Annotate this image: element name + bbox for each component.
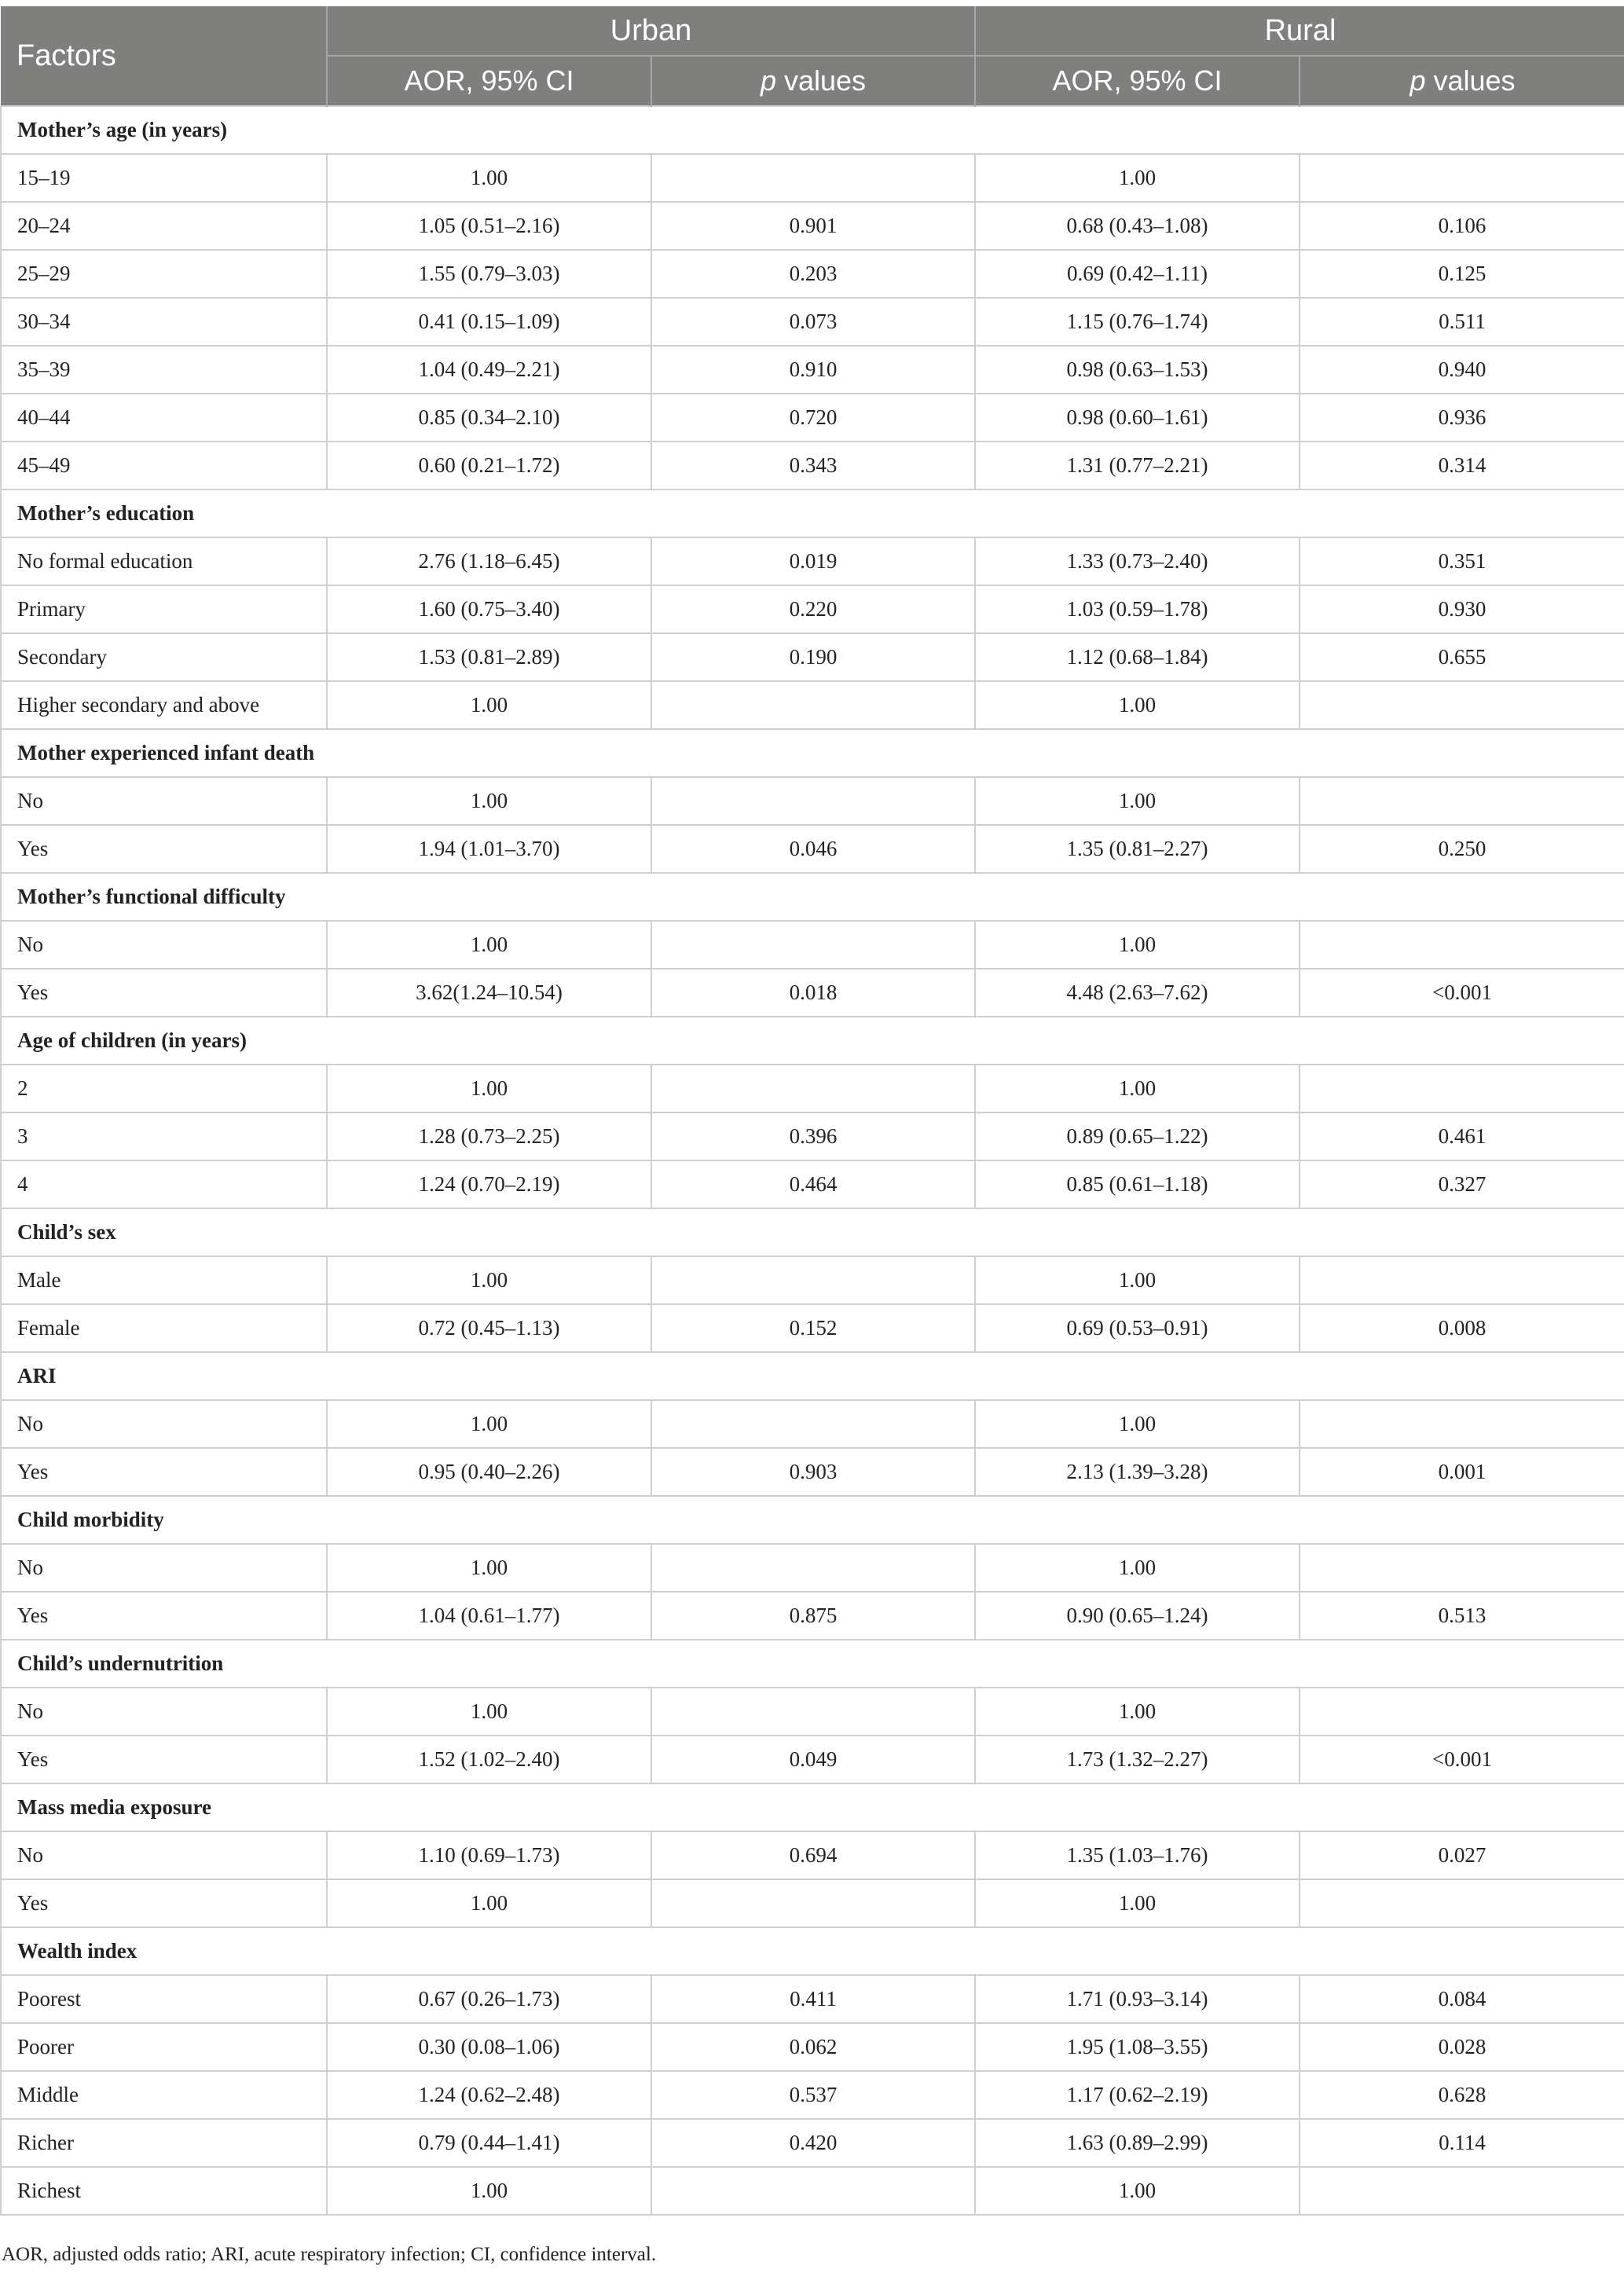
table-row: [1, 250, 1624, 298]
table-row: [1, 921, 1624, 969]
section-title: Child’s sex: [1, 1208, 1624, 1256]
section-header-row: [1, 1208, 1624, 1256]
section-header-row: [1, 1017, 1624, 1065]
section-header-row: [1, 1352, 1624, 1400]
rural-pvalue-cell: 0.114: [1300, 2119, 1624, 2167]
table-row: [1, 681, 1624, 729]
factor-label: Yes: [1, 1879, 327, 1927]
rural-aor-cell: 0.85 (0.61–1.18): [975, 1160, 1300, 1208]
rural-aor-cell: 2.13 (1.39–3.28): [975, 1448, 1300, 1496]
factor-label: 4: [1, 1160, 327, 1208]
rural-pvalue-header: p values: [1300, 56, 1624, 106]
rural-aor-cell: 0.69 (0.53–0.91): [975, 1304, 1300, 1352]
rural-aor-cell: 1.00: [975, 921, 1300, 969]
factor-label: No: [1, 921, 327, 969]
urban-pvalue-cell: 0.073: [651, 298, 975, 346]
table-footnote: AOR, adjusted odds ratio; ARI, acute respiratory infection; CI, confidence interval.: [2, 2244, 657, 2265]
rural-aor-cell: 1.35 (0.81–2.27): [975, 825, 1300, 873]
rural-aor-header: AOR, 95% CI: [975, 56, 1300, 106]
factor-label: Higher secondary and above: [1, 681, 327, 729]
table-row: [1, 1113, 1624, 1160]
table-row: [1, 1879, 1624, 1927]
rural-pvalue-cell: 0.655: [1300, 633, 1624, 681]
rural-pvalue-cell: [1300, 2167, 1624, 2215]
rural-pvalue-cell: 0.940: [1300, 346, 1624, 394]
table-row: [1, 2119, 1624, 2167]
urban-pvalue-cell: [651, 1879, 975, 1927]
urban-aor-cell: 1.28 (0.73–2.25): [327, 1113, 651, 1160]
urban-aor-cell: 1.00: [327, 777, 651, 825]
factor-label: No: [1, 777, 327, 825]
table-row: [1, 1831, 1624, 1879]
factor-label: Middle: [1, 2071, 327, 2119]
urban-pvalue-cell: [651, 1544, 975, 1592]
urban-aor-cell: 1.00: [327, 681, 651, 729]
urban-pvalue-cell: 0.901: [651, 202, 975, 250]
urban-pvalue-cell: 0.062: [651, 2023, 975, 2071]
section-header-row: [1, 1640, 1624, 1688]
table-row: [1, 2167, 1624, 2215]
table-row: [1, 777, 1624, 825]
urban-pvalue-cell: [651, 1688, 975, 1736]
table-row: [1, 825, 1624, 873]
table-row: [1, 154, 1624, 202]
table-row: [1, 2071, 1624, 2119]
table-row: [1, 202, 1624, 250]
factor-label: 30–34: [1, 298, 327, 346]
factor-label: 40–44: [1, 394, 327, 442]
table-row: [1, 1256, 1624, 1304]
urban-pvalue-cell: [651, 154, 975, 202]
section-title: Age of children (in years): [1, 1017, 1624, 1065]
rural-aor-cell: 1.95 (1.08–3.55): [975, 2023, 1300, 2071]
urban-aor-cell: 3.62(1.24–10.54): [327, 969, 651, 1017]
urban-aor-cell: 0.60 (0.21–1.72): [327, 442, 651, 489]
table-row: [1, 1160, 1624, 1208]
table-header: [1, 6, 1624, 106]
rural-pvalue-cell: 0.106: [1300, 202, 1624, 250]
urban-pvalue-cell: [651, 681, 975, 729]
factor-label: Female: [1, 1304, 327, 1352]
urban-aor-cell: 2.76 (1.18–6.45): [327, 537, 651, 585]
table-body: [1, 106, 1624, 2215]
rural-pvalue-cell: 0.028: [1300, 2023, 1624, 2071]
urban-pvalue-cell: 0.537: [651, 2071, 975, 2119]
factor-label: 20–24: [1, 202, 327, 250]
rural-pvalue-cell: [1300, 1544, 1624, 1592]
rural-aor-cell: 1.31 (0.77–2.21): [975, 442, 1300, 489]
urban-pvalue-cell: 0.343: [651, 442, 975, 489]
rural-aor-cell: 1.17 (0.62–2.19): [975, 2071, 1300, 2119]
urban-aor-cell: 0.85 (0.34–2.10): [327, 394, 651, 442]
rural-pvalue-cell: 0.327: [1300, 1160, 1624, 1208]
table-row: [1, 1975, 1624, 2023]
factor-label: Yes: [1, 825, 327, 873]
urban-pvalue-cell: 0.190: [651, 633, 975, 681]
factors-header: Factors: [1, 6, 327, 106]
factor-label: 15–19: [1, 154, 327, 202]
factor-label: Poorer: [1, 2023, 327, 2071]
section-header-row: [1, 1783, 1624, 1831]
rural-pvalue-cell: [1300, 777, 1624, 825]
rural-pvalue-cell: <0.001: [1300, 969, 1624, 1017]
rural-aor-cell: 1.00: [975, 1065, 1300, 1113]
urban-pvalue-header: p values: [651, 56, 975, 106]
urban-aor-cell: 1.00: [327, 921, 651, 969]
urban-aor-cell: 1.10 (0.69–1.73): [327, 1831, 651, 1879]
rural-pvalue-cell: 0.461: [1300, 1113, 1624, 1160]
section-header-row: [1, 1496, 1624, 1544]
rural-pvalue-cell: [1300, 1256, 1624, 1304]
table-row: [1, 442, 1624, 489]
urban-aor-cell: 1.00: [327, 1065, 651, 1113]
urban-pvalue-cell: 0.720: [651, 394, 975, 442]
factor-label: 3: [1, 1113, 327, 1160]
rural-pvalue-cell: [1300, 1400, 1624, 1448]
rural-aor-cell: 1.15 (0.76–1.74): [975, 298, 1300, 346]
urban-aor-cell: 1.05 (0.51–2.16): [327, 202, 651, 250]
rural-aor-cell: 1.12 (0.68–1.84): [975, 633, 1300, 681]
rural-aor-cell: 1.00: [975, 1256, 1300, 1304]
urban-pvalue-cell: 0.875: [651, 1592, 975, 1640]
table-row: [1, 585, 1624, 633]
urban-aor-cell: 1.60 (0.75–3.40): [327, 585, 651, 633]
rural-aor-cell: 1.71 (0.93–3.14): [975, 1975, 1300, 2023]
section-header-row: [1, 106, 1624, 154]
rural-aor-cell: 1.03 (0.59–1.78): [975, 585, 1300, 633]
urban-pvalue-cell: 0.018: [651, 969, 975, 1017]
table-row: [1, 2023, 1624, 2071]
rural-aor-cell: 0.89 (0.65–1.22): [975, 1113, 1300, 1160]
urban-pvalue-cell: 0.152: [651, 1304, 975, 1352]
urban-pvalue-cell: 0.396: [651, 1113, 975, 1160]
urban-pvalue-cell: [651, 1256, 975, 1304]
rural-pvalue-cell: <0.001: [1300, 1736, 1624, 1783]
factor-label: Yes: [1, 1448, 327, 1496]
urban-aor-cell: 1.04 (0.61–1.77): [327, 1592, 651, 1640]
table-row: [1, 1448, 1624, 1496]
section-header-row: [1, 489, 1624, 537]
urban-aor-cell: 1.52 (1.02–2.40): [327, 1736, 651, 1783]
factor-label: No: [1, 1400, 327, 1448]
rural-aor-cell: 0.98 (0.60–1.61): [975, 394, 1300, 442]
rural-aor-cell: 1.33 (0.73–2.40): [975, 537, 1300, 585]
rural-pvalue-cell: [1300, 681, 1624, 729]
factor-label: Secondary: [1, 633, 327, 681]
urban-pvalue-cell: 0.903: [651, 1448, 975, 1496]
factor-label: No formal education: [1, 537, 327, 585]
table-row: [1, 969, 1624, 1017]
rural-aor-cell: 1.73 (1.32–2.27): [975, 1736, 1300, 1783]
section-header-row: [1, 873, 1624, 921]
rural-group-header: Rural: [975, 6, 1624, 56]
section-title: ARI: [1, 1352, 1624, 1400]
rural-pvalue-cell: 0.351: [1300, 537, 1624, 585]
table-row: [1, 1544, 1624, 1592]
factor-label: 45–49: [1, 442, 327, 489]
urban-pvalue-cell: 0.420: [651, 2119, 975, 2167]
rural-aor-cell: 1.35 (1.03–1.76): [975, 1831, 1300, 1879]
urban-group-header: Urban: [327, 6, 975, 56]
rural-aor-cell: 0.69 (0.42–1.11): [975, 250, 1300, 298]
section-title: Child morbidity: [1, 1496, 1624, 1544]
factor-label: Richest: [1, 2167, 327, 2215]
section-title: Mother’s education: [1, 489, 1624, 537]
urban-pvalue-cell: [651, 777, 975, 825]
urban-aor-cell: 1.00: [327, 1879, 651, 1927]
urban-aor-cell: 1.04 (0.49–2.21): [327, 346, 651, 394]
rural-aor-cell: 1.00: [975, 1879, 1300, 1927]
table-row: [1, 1400, 1624, 1448]
urban-pvalue-cell: 0.910: [651, 346, 975, 394]
rural-pvalue-cell: 0.008: [1300, 1304, 1624, 1352]
rural-aor-cell: 1.63 (0.89–2.99): [975, 2119, 1300, 2167]
urban-aor-cell: 1.00: [327, 1688, 651, 1736]
urban-aor-cell: 1.00: [327, 1400, 651, 1448]
urban-aor-cell: 1.00: [327, 1544, 651, 1592]
results-table: [0, 6, 1624, 2216]
factor-label: No: [1, 1831, 327, 1879]
urban-aor-cell: 0.30 (0.08–1.06): [327, 2023, 651, 2071]
urban-aor-cell: 1.53 (0.81–2.89): [327, 633, 651, 681]
table-row: [1, 1736, 1624, 1783]
urban-pvalue-cell: 0.019: [651, 537, 975, 585]
rural-pvalue-cell: 0.930: [1300, 585, 1624, 633]
urban-aor-cell: 1.00: [327, 1256, 651, 1304]
urban-aor-cell: 0.41 (0.15–1.09): [327, 298, 651, 346]
rural-aor-cell: 1.00: [975, 681, 1300, 729]
section-title: Mother’s functional difficulty: [1, 873, 1624, 921]
urban-aor-cell: 1.55 (0.79–3.03): [327, 250, 651, 298]
rural-pvalue-cell: 0.314: [1300, 442, 1624, 489]
rural-pvalue-cell: 0.511: [1300, 298, 1624, 346]
factor-label: Yes: [1, 969, 327, 1017]
urban-pvalue-cell: [651, 1400, 975, 1448]
table-row: [1, 298, 1624, 346]
urban-pvalue-cell: 0.203: [651, 250, 975, 298]
rural-pvalue-cell: [1300, 154, 1624, 202]
rural-aor-cell: 1.00: [975, 777, 1300, 825]
table-row: [1, 394, 1624, 442]
rural-pvalue-cell: 0.628: [1300, 2071, 1624, 2119]
urban-aor-cell: 0.95 (0.40–2.26): [327, 1448, 651, 1496]
rural-aor-cell: 0.68 (0.43–1.08): [975, 202, 1300, 250]
rural-pvalue-cell: 0.027: [1300, 1831, 1624, 1879]
table-row: [1, 1065, 1624, 1113]
urban-pvalue-cell: [651, 921, 975, 969]
rural-aor-cell: 1.00: [975, 1400, 1300, 1448]
table-row: [1, 633, 1624, 681]
urban-pvalue-cell: 0.411: [651, 1975, 975, 2023]
rural-pvalue-cell: [1300, 1688, 1624, 1736]
urban-aor-cell: 1.00: [327, 2167, 651, 2215]
urban-aor-cell: 1.24 (0.62–2.48): [327, 2071, 651, 2119]
urban-pvalue-cell: 0.220: [651, 585, 975, 633]
rural-pvalue-cell: 0.250: [1300, 825, 1624, 873]
factor-label: No: [1, 1688, 327, 1736]
factor-label: Male: [1, 1256, 327, 1304]
rural-aor-cell: 1.00: [975, 2167, 1300, 2215]
rural-pvalue-cell: [1300, 1879, 1624, 1927]
urban-aor-header: AOR, 95% CI: [327, 56, 651, 106]
rural-pvalue-cell: 0.125: [1300, 250, 1624, 298]
factor-label: Richer: [1, 2119, 327, 2167]
factor-label: 2: [1, 1065, 327, 1113]
factor-label: 35–39: [1, 346, 327, 394]
section-header-row: [1, 729, 1624, 777]
section-title: Mother experienced infant death: [1, 729, 1624, 777]
factor-label: Yes: [1, 1592, 327, 1640]
table-row: [1, 1592, 1624, 1640]
urban-pvalue-cell: [651, 1065, 975, 1113]
section-title: Child’s undernutrition: [1, 1640, 1624, 1688]
factor-label: 25–29: [1, 250, 327, 298]
rural-pvalue-cell: 0.936: [1300, 394, 1624, 442]
section-title: Wealth index: [1, 1927, 1624, 1975]
table-row: [1, 537, 1624, 585]
section-title: Mass media exposure: [1, 1783, 1624, 1831]
section-header-row: [1, 1927, 1624, 1975]
urban-aor-cell: 0.79 (0.44–1.41): [327, 2119, 651, 2167]
urban-pvalue-cell: 0.049: [651, 1736, 975, 1783]
urban-aor-cell: 1.94 (1.01–3.70): [327, 825, 651, 873]
factor-label: Poorest: [1, 1975, 327, 2023]
factor-label: No: [1, 1544, 327, 1592]
urban-pvalue-cell: 0.464: [651, 1160, 975, 1208]
urban-aor-cell: 1.24 (0.70–2.19): [327, 1160, 651, 1208]
urban-pvalue-cell: [651, 2167, 975, 2215]
rural-aor-cell: 1.00: [975, 1688, 1300, 1736]
rural-aor-cell: 1.00: [975, 1544, 1300, 1592]
rural-pvalue-cell: [1300, 921, 1624, 969]
rural-aor-cell: 0.98 (0.63–1.53): [975, 346, 1300, 394]
rural-pvalue-cell: [1300, 1065, 1624, 1113]
rural-aor-cell: 4.48 (2.63–7.62): [975, 969, 1300, 1017]
urban-pvalue-cell: 0.694: [651, 1831, 975, 1879]
rural-aor-cell: 0.90 (0.65–1.24): [975, 1592, 1300, 1640]
factor-label: Primary: [1, 585, 327, 633]
rural-pvalue-cell: 0.001: [1300, 1448, 1624, 1496]
urban-pvalue-cell: 0.046: [651, 825, 975, 873]
rural-pvalue-cell: 0.084: [1300, 1975, 1624, 2023]
urban-aor-cell: 0.72 (0.45–1.13): [327, 1304, 651, 1352]
rural-aor-cell: 1.00: [975, 154, 1300, 202]
table-row: [1, 1304, 1624, 1352]
section-title: Mother’s age (in years): [1, 106, 1624, 154]
urban-aor-cell: 1.00: [327, 154, 651, 202]
table-row: [1, 346, 1624, 394]
factor-label: Yes: [1, 1736, 327, 1783]
urban-aor-cell: 0.67 (0.26–1.73): [327, 1975, 651, 2023]
rural-pvalue-cell: 0.513: [1300, 1592, 1624, 1640]
table-row: [1, 1688, 1624, 1736]
